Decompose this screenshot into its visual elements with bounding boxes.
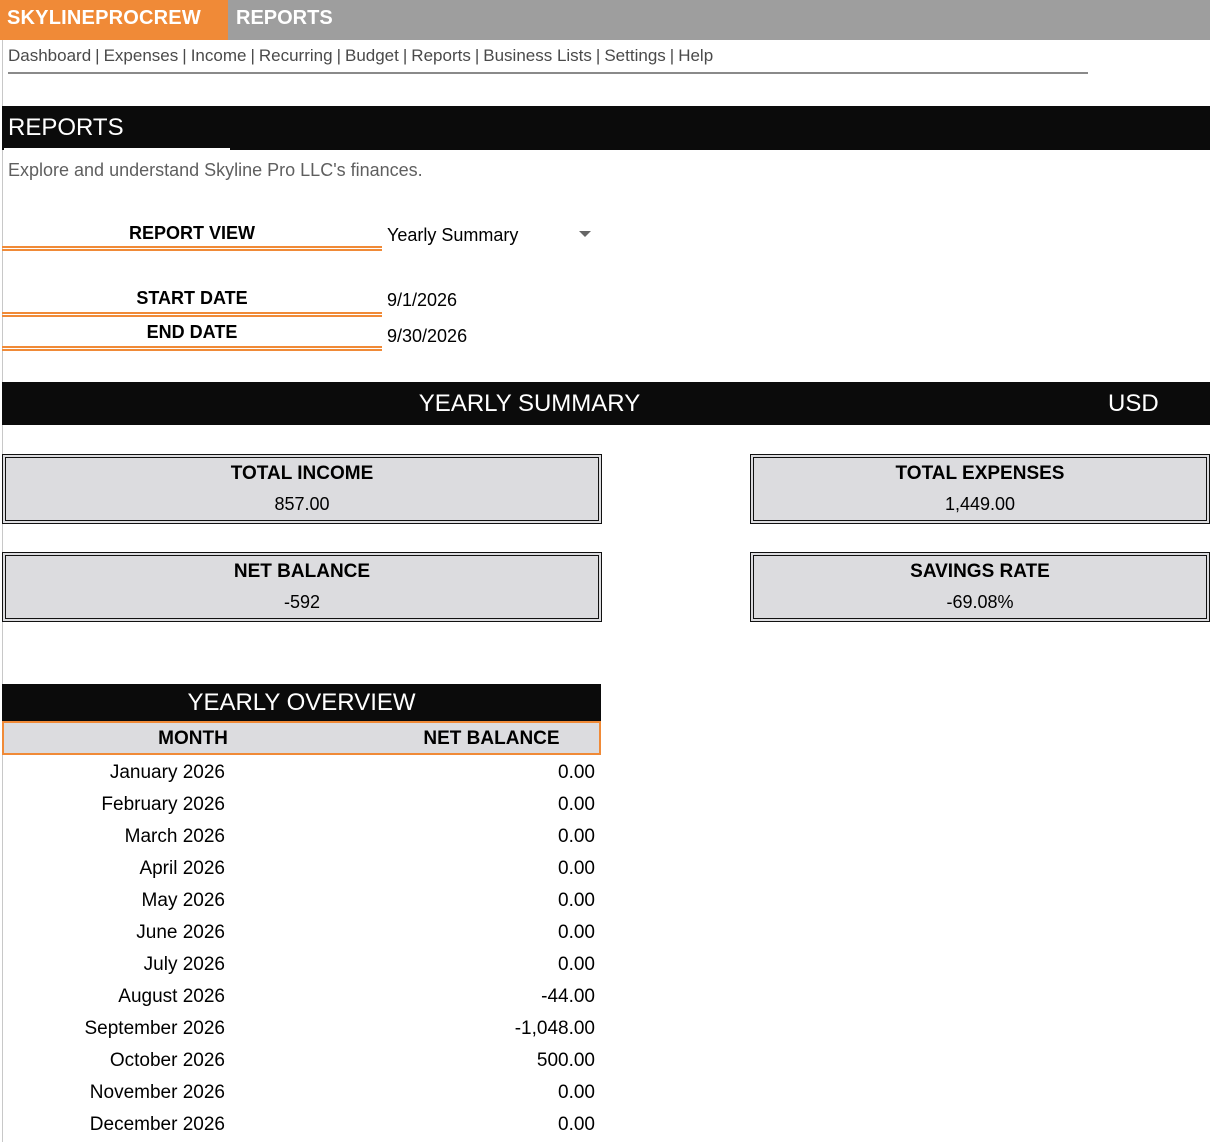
column-header-net-balance: NET BALANCE — [423, 728, 560, 749]
nav-item-help[interactable]: Help — [678, 46, 714, 65]
savings-rate-card — [750, 552, 1210, 622]
table-row — [2, 1045, 601, 1077]
nav-item-budget[interactable]: Budget — [344, 46, 399, 65]
end-date-field[interactable]: 9/30/2026 — [387, 326, 468, 346]
row-month: November 2026 — [89, 1082, 225, 1103]
end-date-label: END DATE — [146, 322, 238, 342]
yearly-overview-title: YEARLY OVERVIEW — [2, 684, 601, 722]
start-date-field[interactable]: 9/1/2026 — [387, 290, 458, 310]
row-month: April 2026 — [139, 858, 225, 879]
total-income-label: TOTAL INCOME — [230, 463, 374, 484]
row-net-balance: 500.00 — [536, 1050, 595, 1071]
row-month: August 2026 — [118, 986, 225, 1007]
column-header-month: MONTH — [158, 728, 228, 749]
total-income-value: 857.00 — [274, 494, 330, 514]
total-expenses-card — [750, 454, 1210, 524]
end-date-underline — [2, 346, 382, 351]
table-row — [2, 981, 601, 1013]
nav-item-settings[interactable]: Settings — [604, 46, 666, 65]
row-net-balance: 0.00 — [558, 826, 595, 847]
report-view-underline — [2, 246, 382, 251]
table-row — [2, 853, 601, 885]
page-title-underline — [4, 148, 230, 150]
row-net-balance: -44.00 — [541, 986, 595, 1007]
row-month: May 2026 — [141, 890, 225, 911]
row-month: July 2026 — [143, 954, 225, 975]
top-bar — [0, 0, 1210, 40]
row-net-balance: 0.00 — [558, 1082, 595, 1103]
row-net-balance: 0.00 — [558, 954, 595, 975]
row-net-balance: -1,048.00 — [514, 1018, 595, 1039]
nav-separator: | — [250, 46, 255, 65]
start-date-underline — [2, 312, 382, 317]
nav-item-income[interactable]: Income — [190, 46, 247, 65]
row-month: December 2026 — [89, 1114, 225, 1135]
nav-divider — [8, 72, 1088, 74]
row-month: February 2026 — [101, 794, 225, 815]
nav-item-reports[interactable]: Reports — [411, 46, 471, 65]
table-header — [2, 721, 601, 755]
nav-separator: | — [669, 46, 675, 65]
nav-item-business-lists[interactable]: Business Lists — [483, 46, 592, 65]
nav-separator: | — [95, 46, 100, 65]
table-row — [2, 789, 601, 821]
nav-separator: | — [402, 46, 408, 65]
row-net-balance: 0.00 — [558, 794, 595, 815]
report-view-label: REPORT VIEW — [128, 223, 255, 243]
savings-rate-label: SAVINGS RATE — [910, 561, 1050, 582]
row-month: January 2026 — [109, 762, 225, 783]
row-net-balance: 0.00 — [558, 762, 595, 783]
page-title: REPORTS — [8, 114, 124, 141]
chevron-down-icon[interactable] — [579, 231, 591, 237]
nav-separator: | — [595, 46, 601, 65]
main-nav — [8, 46, 713, 66]
nav-item-expenses[interactable]: Expenses — [103, 46, 179, 65]
row-month: October 2026 — [109, 1050, 225, 1071]
nav-item-dashboard[interactable]: Dashboard — [8, 46, 92, 65]
total-expenses-label: TOTAL EXPENSES — [895, 463, 1065, 484]
page-subtitle: Explore and understand Skyline Pro LLC's finances. — [8, 160, 423, 180]
table-row — [2, 757, 601, 789]
table-row — [2, 1077, 601, 1109]
yearly-summary-bar — [2, 382, 1210, 425]
table-row — [2, 1013, 601, 1045]
page-title-bar — [2, 106, 1210, 150]
row-month: June 2026 — [136, 922, 225, 943]
table-row — [2, 821, 601, 853]
net-balance-label: NET BALANCE — [233, 561, 371, 582]
table-row — [2, 949, 601, 981]
nav-item-recurring[interactable]: Recurring — [258, 46, 333, 65]
total-income-card — [2, 454, 602, 524]
row-net-balance: 0.00 — [558, 890, 595, 911]
net-balance-value: -592 — [283, 592, 321, 612]
row-month: March 2026 — [124, 826, 225, 847]
table-row — [2, 917, 601, 949]
table-row — [2, 885, 601, 917]
nav-separator: | — [182, 46, 187, 65]
section-title: REPORTS — [236, 7, 333, 29]
row-net-balance: 0.00 — [558, 858, 595, 879]
total-expenses-value: 1,449.00 — [944, 494, 1016, 514]
start-date-label: START DATE — [136, 288, 248, 308]
nav-separator: | — [474, 46, 480, 65]
summary-title: YEARLY SUMMARY — [418, 390, 641, 417]
currency-label: USD — [1108, 390, 1159, 417]
brand-logo[interactable]: SKYLINEPROCREW — [0, 0, 228, 40]
row-month: September 2026 — [84, 1018, 225, 1039]
nav-separator: | — [336, 46, 341, 65]
row-net-balance: 0.00 — [558, 1114, 595, 1135]
table-row — [2, 1109, 601, 1141]
savings-rate-value: -69.08% — [946, 592, 1014, 612]
net-balance-card — [2, 552, 602, 622]
row-net-balance: 0.00 — [558, 922, 595, 943]
report-view-select[interactable]: Yearly Summary — [387, 225, 519, 245]
